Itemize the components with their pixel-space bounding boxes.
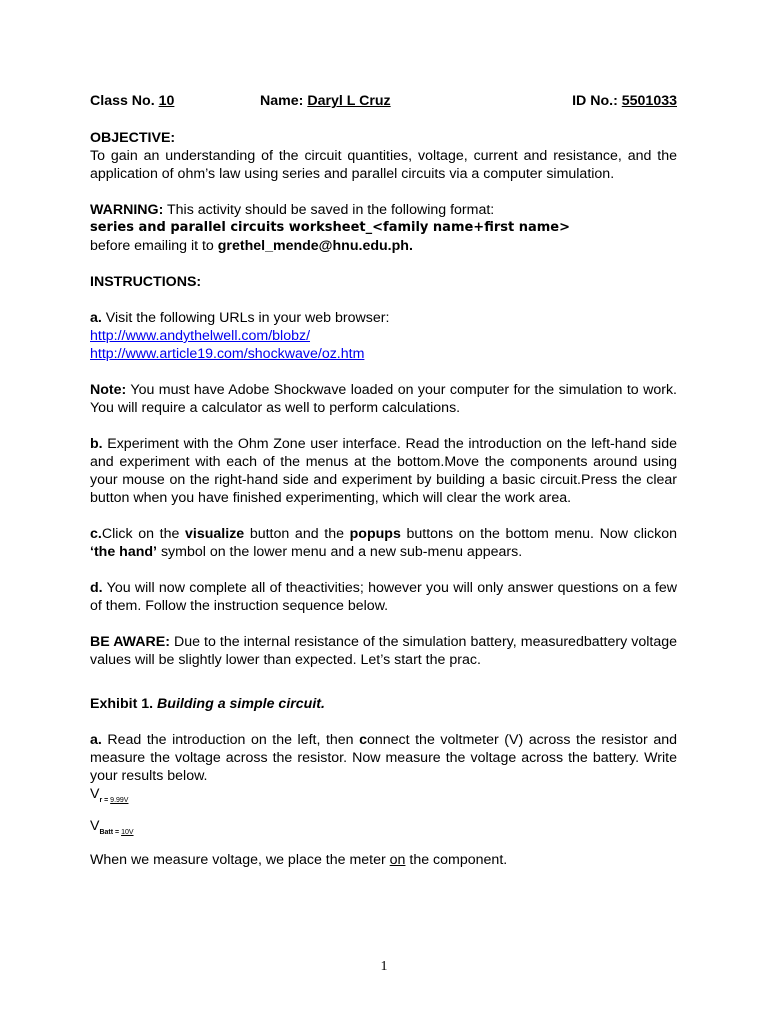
measure-sentence [90,851,677,869]
instruction-d [90,579,677,615]
name-value: Daryl L Cruz [307,93,391,109]
measure-on-word: on [389,852,406,868]
instruction-b-text: Experiment with the Ohm Zone user interface. Read the introduction on the left-hand side and experiment with each of the menus at the bottom.Move the components around using your mouse on the right-hand side and experiment by building a basic circuit.Press the clear button when you have finished experimenting, which will clear the work area. [90,436,677,506]
be-aware-text: Due to the internal resistance of the simulation battery, measuredbattery voltage values will be slightly lower than expected. Let’s start the prac. [90,634,677,668]
vbatt-value: 10V [121,829,134,836]
url-link-blobz[interactable]: http://www.andythelwell.com/blobz/ [90,328,311,344]
hand-keyword: ‘the hand’ [90,544,157,560]
class-value: 10 [158,93,175,109]
email-address: grethel_mende@hnu.edu.ph. [217,238,413,254]
class-label: Class No. [90,93,155,109]
instruction-b-label: b. [90,436,103,452]
objective-text: To gain an understanding of the circuit quantities, voltage, current and resistance, and the application of ohm’s law using series and parallel circuits via a computer simulation. [90,148,677,182]
vr-subscript: r = [99,797,111,804]
exhibit-a-label: a. [90,732,102,748]
exhibit-label: Exhibit 1. [90,696,154,712]
instructions-heading: INSTRUCTIONS: [90,274,202,290]
instruction-c-text-1: Click on the [101,526,186,542]
exhibit-heading [90,695,677,713]
name-label: Name: [260,93,304,109]
measure-text-2: the component. [405,852,508,868]
exhibit-a-text-2: onnect the voltmeter (V) across the resistor and measure the voltage across the resistor. Now measure the voltage across the battery. Write your results below. [90,732,677,784]
exhibit-title: Building a simple circuit. [157,696,325,712]
vr-symbol: V [90,786,100,802]
exhibit-a [90,731,677,785]
objective-heading: OBJECTIVE: [90,130,176,146]
url-link-ohm-zone[interactable]: http://www.article19.com/shockwave/oz.htm [90,346,365,362]
page-number: 1 [380,959,388,974]
instruction-b [90,435,677,507]
instruction-c [90,525,677,561]
instruction-d-label: d. [90,580,103,596]
visualize-keyword: visualize [185,526,245,542]
instruction-a [90,309,677,327]
id-label: ID No.: [572,93,618,109]
vbatt-subscript: Batt = [99,829,122,836]
instruction-a-label: a. [90,310,102,326]
resistor-voltage [90,785,677,807]
warning-text: This activity should be saved in the following format: [163,202,495,218]
instruction-c-text-4: symbol on the lower menu and a new sub-menu appears. [157,544,523,560]
instruction-c-text-3: buttons on the bottom menu. Now clickon [400,526,677,542]
instruction-d-text: You will now complete all of theactivities; however you will only answer questions on a few of them. Follow the instruction sequence below. [90,580,677,614]
warning-paragraph [90,201,677,219]
note-text: You must have Adobe Shockwave loaded on your computer for the simulation to work. You will require a calculator as well to perform calculations. [90,382,677,416]
instruction-c-label: c. [90,526,102,542]
popups-keyword: popups [349,526,401,542]
exhibit-a-text-1: Read the introduction on the left, then [101,732,360,748]
exhibit-a-bold-c: c [359,732,367,748]
id-number [572,92,677,110]
be-aware-paragraph [90,633,677,669]
measure-text-1: When we measure voltage, we place the meter [90,852,390,868]
instruction-a-text: Visit the following URLs in your web browser: [101,310,390,326]
warning-label: WARNING: [90,202,164,218]
class-number [90,92,174,110]
save-format: series and parallel circuits worksheet_<family name+first name> [90,220,571,235]
vr-value: 9.99V [110,797,129,804]
document-page [90,92,677,869]
student-name [260,92,391,110]
note-label: Note: [90,382,127,398]
vbatt-symbol: V [90,818,100,834]
email-prefix: before emailing it to [90,238,218,254]
id-value: 5501033 [621,93,677,109]
note-paragraph [90,381,677,417]
battery-voltage [90,817,677,839]
instruction-c-text-2: button and the [244,526,350,542]
be-aware-label: BE AWARE: [90,634,170,650]
email-line [90,237,677,255]
header-row [90,92,677,112]
